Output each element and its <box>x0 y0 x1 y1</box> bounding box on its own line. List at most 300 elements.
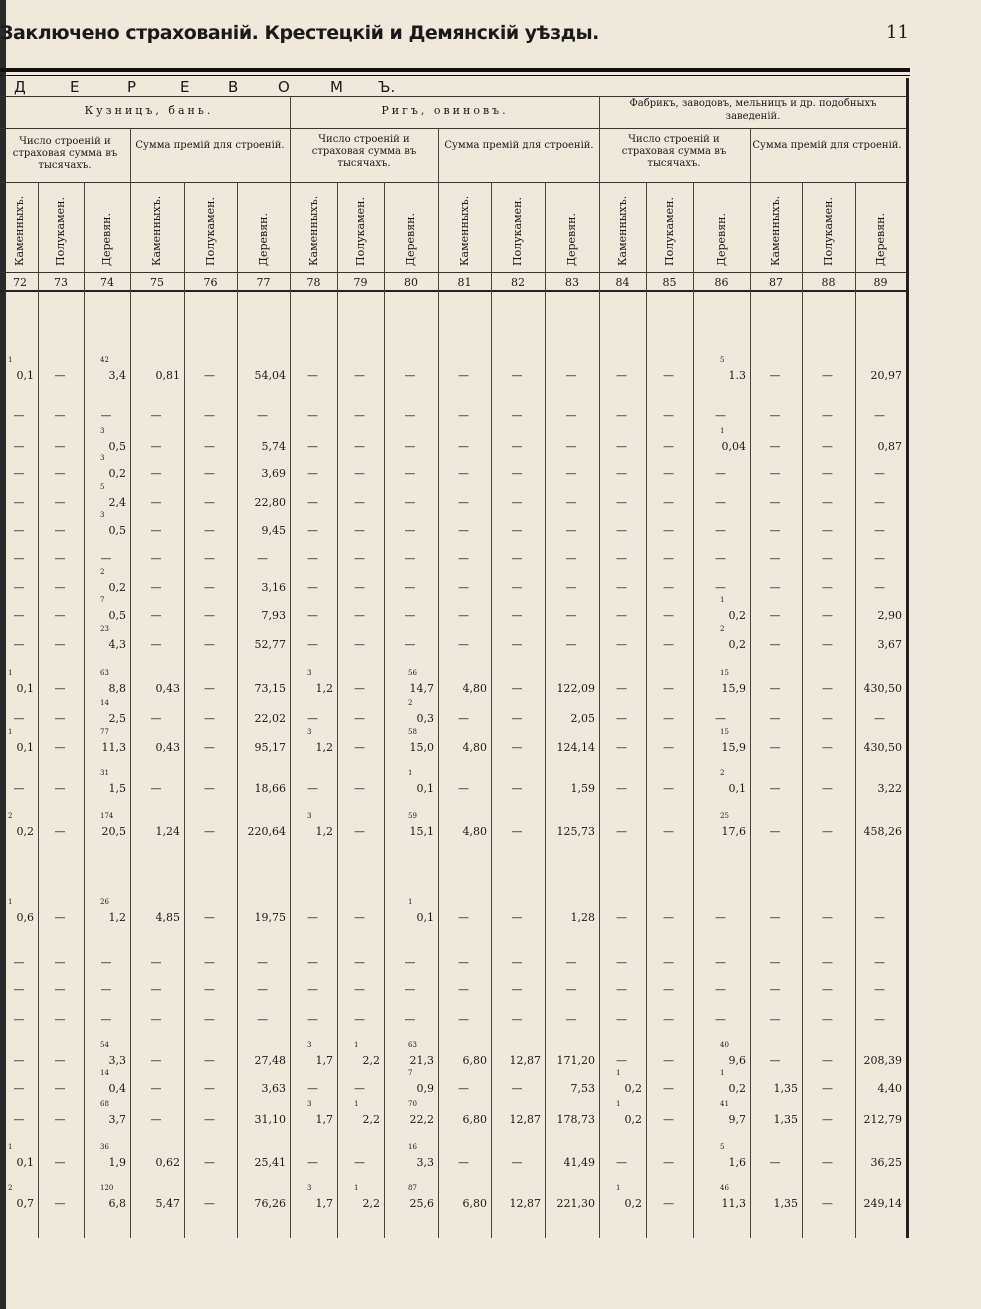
table-cell: — <box>204 638 215 651</box>
table-cell: — <box>874 496 885 509</box>
table-cell: — <box>511 609 523 622</box>
table-cell: — <box>769 524 781 537</box>
table-cell: — <box>822 712 833 725</box>
table-cell: 25,41 <box>254 1156 286 1169</box>
table-cell: — <box>13 440 25 453</box>
table-cell: 0,1 <box>16 1156 34 1169</box>
table-cell: 21,3 <box>409 1054 434 1067</box>
cell-superscript: 1 <box>720 596 725 604</box>
column-number: 84 <box>615 276 630 289</box>
table-cell: — <box>874 1013 885 1026</box>
table-cell: — <box>404 467 416 480</box>
table-cell: 4,85 <box>155 911 180 924</box>
table-cell: — <box>511 581 523 594</box>
table-cell: 15,1 <box>409 825 434 838</box>
table-cell: — <box>769 983 781 996</box>
table-cell: — <box>616 496 627 509</box>
cell-superscript: 70 <box>408 1100 417 1108</box>
table-cell: 0,43 <box>155 741 180 754</box>
table-cell: — <box>822 581 833 594</box>
table-cell: 1,35 <box>773 1082 798 1095</box>
table-cell: — <box>715 409 726 422</box>
table-cell: — <box>354 1013 365 1026</box>
cell-superscript: 54 <box>100 1041 109 1049</box>
table-cell: 0,62 <box>155 1156 180 1169</box>
table-cell: — <box>874 467 885 480</box>
table-cell: 0,43 <box>155 682 180 695</box>
table-cell: — <box>54 682 66 695</box>
table-cell: 1,28 <box>570 911 595 924</box>
cell-superscript: 15 <box>720 728 729 736</box>
table-cell: 9,45 <box>261 524 286 537</box>
table-cell: — <box>404 581 416 594</box>
table-cell: — <box>54 956 66 969</box>
table-cell: — <box>354 911 365 924</box>
table-cell: — <box>54 524 66 537</box>
cell-superscript: 3 <box>307 1100 312 1108</box>
cell-superscript: 1 <box>8 356 13 364</box>
table-cell: 220,64 <box>247 825 286 838</box>
table-cell: — <box>565 609 577 622</box>
table-cell: — <box>307 609 318 622</box>
table-cell: — <box>54 1013 66 1026</box>
table-cell: — <box>204 911 215 924</box>
cell-superscript: 5 <box>100 483 105 491</box>
table-cell: — <box>616 682 627 695</box>
table-cell: — <box>769 782 781 795</box>
table-cell: — <box>257 552 268 565</box>
table-cell: 0,1 <box>416 911 434 924</box>
table-cell: — <box>769 1156 781 1169</box>
cell-superscript: 3 <box>307 728 312 736</box>
header-line <box>0 128 906 129</box>
column-number: 72 <box>13 276 27 289</box>
table-cell: 249,14 <box>863 1197 902 1210</box>
subheader-premium: Сумма премій для строеній. <box>752 140 902 151</box>
table-cell: — <box>204 1013 215 1026</box>
table-cell: — <box>204 1113 215 1126</box>
table-cell: — <box>565 956 577 969</box>
table-cell: — <box>354 682 365 695</box>
column-number: 75 <box>150 276 164 289</box>
cell-superscript: 3 <box>307 812 312 820</box>
table-cell: — <box>715 467 726 480</box>
table-cell: — <box>354 552 365 565</box>
table-cell: — <box>822 682 833 695</box>
table-cell: — <box>616 409 627 422</box>
table-cell: — <box>616 552 627 565</box>
cell-superscript: 2 <box>720 625 725 633</box>
table-cell: — <box>715 581 726 594</box>
table-cell: — <box>458 409 469 422</box>
table-cell: — <box>769 369 781 382</box>
table-cell: — <box>150 983 162 996</box>
table-cell: — <box>769 496 781 509</box>
cell-superscript: 1 <box>616 1184 621 1192</box>
column-line <box>599 96 600 1238</box>
table-cell: 12,87 <box>509 1054 541 1067</box>
table-cell: — <box>204 409 215 422</box>
table-cell: — <box>13 609 25 622</box>
table-cell: — <box>769 682 781 695</box>
table-cell: — <box>458 524 469 537</box>
table-cell: — <box>511 712 523 725</box>
table-cell: — <box>354 825 365 838</box>
table-cell: 3,22 <box>877 782 902 795</box>
table-cell: 1,5 <box>108 782 126 795</box>
column-line <box>693 182 694 1238</box>
table-cell: — <box>100 956 112 969</box>
table-cell: 18,66 <box>254 782 286 795</box>
cell-superscript: 2 <box>100 568 105 576</box>
table-cell: — <box>13 983 25 996</box>
table-cell: — <box>54 369 66 382</box>
column-line <box>438 128 439 1238</box>
table-cell: — <box>511 911 523 924</box>
cell-superscript: 41 <box>720 1100 729 1108</box>
table-cell: 8,8 <box>108 682 126 695</box>
table-cell: 0,2 <box>624 1113 642 1126</box>
column-header: Полукамен. <box>203 196 217 266</box>
table-cell: — <box>458 712 469 725</box>
table-cell: — <box>822 1082 833 1095</box>
column-header: Деревян. <box>100 213 113 266</box>
table-cell: — <box>13 712 25 725</box>
table-cell: — <box>54 1197 66 1210</box>
table-cell: 1,7 <box>315 1113 333 1126</box>
table-cell: 1,2 <box>315 682 333 695</box>
table-cell: — <box>354 1156 365 1169</box>
table-cell: — <box>54 581 66 594</box>
table-cell: 15,0 <box>409 741 434 754</box>
table-cell: — <box>404 369 416 382</box>
column-header: Полукамен. <box>353 196 367 266</box>
table-cell: 4,40 <box>877 1082 902 1095</box>
table-cell: 0,2 <box>728 609 746 622</box>
table-cell: — <box>54 741 66 754</box>
table-cell: — <box>511 440 523 453</box>
table-cell: — <box>458 782 469 795</box>
table-cell: 2,90 <box>877 609 902 622</box>
table-cell: 0,1 <box>16 741 34 754</box>
cell-superscript: 3 <box>100 454 105 462</box>
group-rig: Ригъ, овиновъ. <box>381 104 509 117</box>
table-cell: — <box>616 1013 627 1026</box>
table-cell: 73,15 <box>254 682 286 695</box>
table-cell: — <box>663 1013 674 1026</box>
cell-superscript: 2 <box>8 1184 13 1192</box>
column-number: 88 <box>821 276 836 289</box>
table-cell: — <box>663 1054 674 1067</box>
table-cell: — <box>663 609 674 622</box>
subheader-premium: Сумма премій для строеній. <box>135 140 285 151</box>
table-cell: — <box>511 1156 523 1169</box>
table-cell: — <box>616 741 627 754</box>
cell-superscript: 23 <box>100 625 109 633</box>
cell-superscript: 174 <box>100 812 114 820</box>
cell-superscript: 26 <box>100 898 109 906</box>
table-cell: 0,2 <box>108 467 126 480</box>
table-cell: — <box>354 712 365 725</box>
table-cell: 15,9 <box>721 682 746 695</box>
column-line <box>84 182 85 1238</box>
table-cell: — <box>150 409 162 422</box>
table-cell: — <box>204 467 215 480</box>
table-cell: — <box>663 782 674 795</box>
table-cell: — <box>769 440 781 453</box>
column-line <box>545 182 546 1238</box>
table-cell: 20,5 <box>101 825 126 838</box>
table-cell: — <box>150 496 162 509</box>
table-cell: — <box>150 524 162 537</box>
table-cell: 212,79 <box>863 1113 902 1126</box>
table-cell: — <box>874 581 885 594</box>
table-cell: — <box>204 524 215 537</box>
table-cell: 0,5 <box>108 609 126 622</box>
table-cell: — <box>822 609 833 622</box>
cell-superscript: 1 <box>8 1143 13 1151</box>
table-cell: — <box>511 1013 523 1026</box>
table-cell: — <box>458 467 469 480</box>
column-header: Деревян. <box>565 213 578 266</box>
column-header: Каменныхъ. <box>150 195 163 266</box>
table-cell: 0,2 <box>728 1082 746 1095</box>
table-cell: — <box>616 638 627 651</box>
table-cell: — <box>307 983 318 996</box>
table-cell: 1,7 <box>315 1197 333 1210</box>
table-cell: — <box>511 638 523 651</box>
table-cell: — <box>663 825 674 838</box>
table-cell: 19,75 <box>254 911 286 924</box>
column-header: Полукамен. <box>511 196 524 266</box>
table-cell: — <box>354 524 365 537</box>
cell-superscript: 14 <box>100 1069 109 1077</box>
table-cell: 3,63 <box>261 1082 286 1095</box>
table-cell: — <box>769 638 781 651</box>
cell-superscript: 1 <box>720 1069 725 1077</box>
table-cell: — <box>663 638 674 651</box>
table-cell: 0,2 <box>624 1197 642 1210</box>
column-number: 79 <box>353 276 368 289</box>
table-cell: — <box>616 956 627 969</box>
table-cell: — <box>54 552 66 565</box>
table-cell: — <box>54 1156 66 1169</box>
table-cell: — <box>354 581 365 594</box>
table-cell: — <box>13 1054 25 1067</box>
table-cell: 5,47 <box>155 1197 180 1210</box>
table-cell: 12,87 <box>509 1197 541 1210</box>
table-cell: — <box>616 440 627 453</box>
cell-superscript: 7 <box>408 1069 413 1077</box>
cell-superscript: 2 <box>8 812 13 820</box>
cell-superscript: 1 <box>8 898 13 906</box>
table-cell: — <box>822 467 833 480</box>
table-cell: 41,49 <box>563 1156 595 1169</box>
table-cell: — <box>13 1113 25 1126</box>
cell-superscript: 14 <box>100 699 109 707</box>
table-cell: — <box>307 409 318 422</box>
cell-superscript: 1 <box>408 898 413 906</box>
table-cell: — <box>458 1082 469 1095</box>
cell-superscript: 1 <box>8 669 13 677</box>
table-cell: 31,10 <box>254 1113 286 1126</box>
table-cell: — <box>54 712 66 725</box>
table-cell: — <box>354 496 365 509</box>
column-line <box>237 182 238 1238</box>
table-cell: 2,2 <box>362 1113 380 1126</box>
table-cell: — <box>663 1197 674 1210</box>
column-number: 86 <box>714 276 729 289</box>
table-cell: — <box>54 782 66 795</box>
table-cell: 2,4 <box>108 496 126 509</box>
cell-superscript: 3 <box>307 1184 312 1192</box>
table-cell: 2,5 <box>108 712 126 725</box>
table-cell: 0,4 <box>108 1082 126 1095</box>
cell-superscript: 1 <box>8 728 13 736</box>
table-cell: — <box>874 983 885 996</box>
top-rule-thick <box>0 68 910 72</box>
table-cell: 1,7 <box>315 1054 333 1067</box>
table-cell: 4,80 <box>462 741 487 754</box>
column-number: 81 <box>457 276 472 289</box>
table-cell: — <box>307 467 318 480</box>
cell-superscript: 77 <box>100 728 109 736</box>
table-cell: — <box>511 409 523 422</box>
table-cell: — <box>769 712 781 725</box>
table-cell: — <box>13 1082 25 1095</box>
column-header: Каменныхъ. <box>457 195 471 266</box>
table-cell: — <box>769 911 781 924</box>
table-cell: — <box>822 1054 833 1067</box>
table-cell: 4,80 <box>462 682 487 695</box>
cell-superscript: 2 <box>720 769 725 777</box>
cell-superscript: 3 <box>100 427 105 435</box>
table-cell: 171,20 <box>556 1054 595 1067</box>
column-number: 82 <box>511 276 525 289</box>
table-cell: — <box>354 956 365 969</box>
table-cell: — <box>616 782 627 795</box>
group-kuznits: Кузницъ, бань. <box>84 104 214 117</box>
cell-superscript: 3 <box>100 511 105 519</box>
table-cell: — <box>307 524 318 537</box>
table-cell: — <box>354 638 365 651</box>
table-cell: 6,80 <box>462 1113 487 1126</box>
table-cell: 0,81 <box>155 369 180 382</box>
column-line <box>750 128 751 1238</box>
table-cell: — <box>458 440 469 453</box>
table-cell: — <box>511 682 523 695</box>
section-letter: Е <box>180 78 190 96</box>
table-cell: — <box>204 682 215 695</box>
table-cell: — <box>822 956 833 969</box>
column-header: Полукамен. <box>821 196 835 266</box>
table-cell: — <box>204 1082 215 1095</box>
table-cell: — <box>511 956 523 969</box>
table-cell: — <box>150 467 162 480</box>
cell-superscript: 1 <box>616 1069 621 1077</box>
table-cell: 0,3 <box>416 712 434 725</box>
column-number: 74 <box>100 276 114 289</box>
table-cell: 208,39 <box>863 1054 902 1067</box>
section-letter: Ъ. <box>378 78 396 96</box>
column-header: Полукамен. <box>662 196 676 266</box>
table-cell: — <box>458 638 469 651</box>
table-cell: 27,48 <box>254 1054 286 1067</box>
cell-superscript: 59 <box>408 812 417 820</box>
table-cell: — <box>458 1156 469 1169</box>
table-cell: — <box>616 983 627 996</box>
table-cell: 5,74 <box>261 440 286 453</box>
table-cell: — <box>307 712 318 725</box>
table-cell: 54,04 <box>254 369 286 382</box>
table-cell: — <box>54 911 66 924</box>
column-line <box>491 182 492 1238</box>
table-cell: — <box>663 467 674 480</box>
table-cell: 1,6 <box>728 1156 746 1169</box>
table-cell: — <box>616 524 627 537</box>
table-cell: — <box>874 911 885 924</box>
table-cell: — <box>404 1013 416 1026</box>
table-cell: — <box>307 581 318 594</box>
table-cell: — <box>663 956 674 969</box>
table-cell: — <box>511 369 523 382</box>
table-cell: — <box>822 524 833 537</box>
table-cell: — <box>822 782 833 795</box>
table-cell: — <box>54 1113 66 1126</box>
table-cell: 1.3 <box>728 369 746 382</box>
table-cell: — <box>404 409 416 422</box>
table-cell: — <box>307 369 318 382</box>
table-cell: — <box>769 825 781 838</box>
table-cell: — <box>663 409 674 422</box>
cell-superscript: 63 <box>408 1041 417 1049</box>
table-cell: — <box>822 369 833 382</box>
section-letter: Р <box>127 78 137 96</box>
table-cell: — <box>150 712 162 725</box>
table-cell: — <box>204 496 215 509</box>
table-cell: 3,3 <box>416 1156 434 1169</box>
table-cell: — <box>458 956 469 969</box>
table-cell: — <box>150 609 162 622</box>
table-cell: — <box>354 467 365 480</box>
table-cell: — <box>715 524 726 537</box>
cell-superscript: 1 <box>408 769 413 777</box>
table-cell: — <box>54 609 66 622</box>
table-cell: 6,80 <box>462 1197 487 1210</box>
table-cell: — <box>458 496 469 509</box>
table-cell: — <box>354 741 365 754</box>
table-cell: — <box>13 467 25 480</box>
table-cell: — <box>565 496 577 509</box>
cell-superscript: 1 <box>616 1100 621 1108</box>
cell-superscript: 63 <box>100 669 109 677</box>
table-cell: — <box>54 467 66 480</box>
column-header: Каменныхъ. <box>615 195 629 266</box>
table-cell: — <box>769 467 781 480</box>
table-cell: — <box>663 496 674 509</box>
table-cell: — <box>307 440 318 453</box>
table-cell: — <box>874 552 885 565</box>
table-cell: 0,2 <box>16 825 34 838</box>
table-cell: — <box>204 1197 215 1210</box>
column-line <box>802 182 803 1238</box>
column-line <box>646 182 647 1238</box>
table-cell: — <box>257 1013 268 1026</box>
column-line <box>130 128 131 1238</box>
table-cell: — <box>511 1082 523 1095</box>
table-cell: 1,35 <box>773 1197 798 1210</box>
table-cell: — <box>663 1082 674 1095</box>
